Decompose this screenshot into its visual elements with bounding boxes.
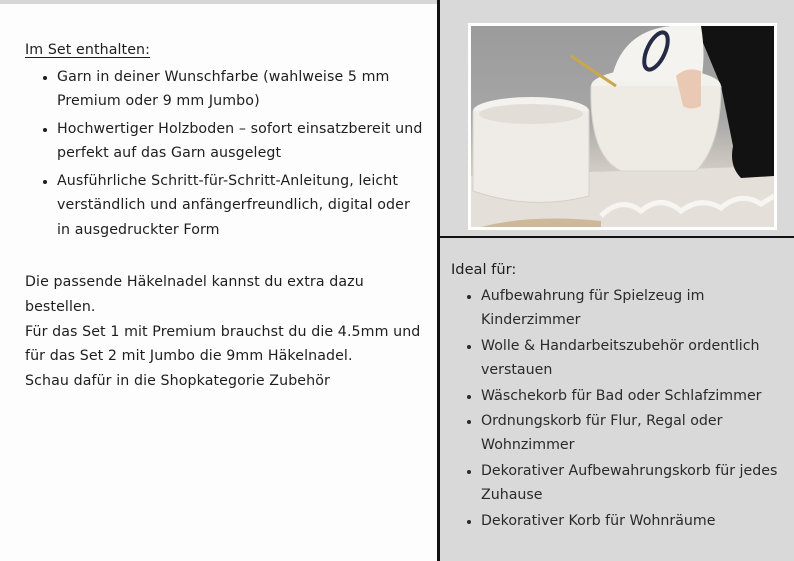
ideal-for-heading: Ideal für: bbox=[451, 261, 517, 278]
set-contents-list bbox=[25, 65, 425, 243]
note-line: Für das Set 1 mit Premium brauchst du die 4.5mm und für das Set 2 mit Jumbo die 9mm Häkelnadel. bbox=[25, 323, 421, 364]
list-item: • Ordnungskorb für Flur, Regal oder Wohnzimmer bbox=[481, 409, 787, 458]
set-contents-heading: Im Set enthalten: bbox=[25, 42, 150, 58]
crochet-hook-note bbox=[25, 270, 425, 394]
list-item: • Aufbewahrung für Spielzeug im Kinderzimmer bbox=[481, 284, 787, 333]
list-item: • Ausführliche Schritt-für-Schritt-Anleitung, leicht verständlich und anfängerfreundlich, digital oder in ausgedruckter Form bbox=[57, 169, 425, 243]
crochet-baskets-illustration bbox=[471, 26, 774, 227]
basket-image bbox=[471, 26, 774, 227]
list-item: • Wolle & Handarbeitszubehör ordentlich verstauen bbox=[481, 334, 787, 383]
note-line: Schau dafür in die Shopkategorie Zubehör bbox=[25, 373, 330, 389]
list-item: • Dekorativer Aufbewahrungskorb für jedes Zuhause bbox=[481, 459, 787, 508]
ideal-for-section bbox=[451, 258, 787, 534]
set-contents-section bbox=[25, 38, 425, 394]
note-line: Die passende Häkelnadel kannst du extra dazu bestellen. bbox=[25, 274, 364, 315]
ideal-for-list bbox=[451, 284, 787, 534]
list-item: • Hochwertiger Holzboden – sofort einsatzbereit und perfekt auf das Garn ausgelegt bbox=[57, 117, 425, 166]
list-item: • Dekorativer Korb für Wohnräume bbox=[481, 509, 787, 534]
product-photo bbox=[468, 23, 777, 230]
horizontal-divider bbox=[440, 236, 794, 238]
list-item: • Wäschekorb für Bad oder Schlafzimmer bbox=[481, 384, 787, 409]
list-item: • Garn in deiner Wunschfarbe (wahlweise 5 mm Premium oder 9 mm Jumbo) bbox=[57, 65, 425, 114]
